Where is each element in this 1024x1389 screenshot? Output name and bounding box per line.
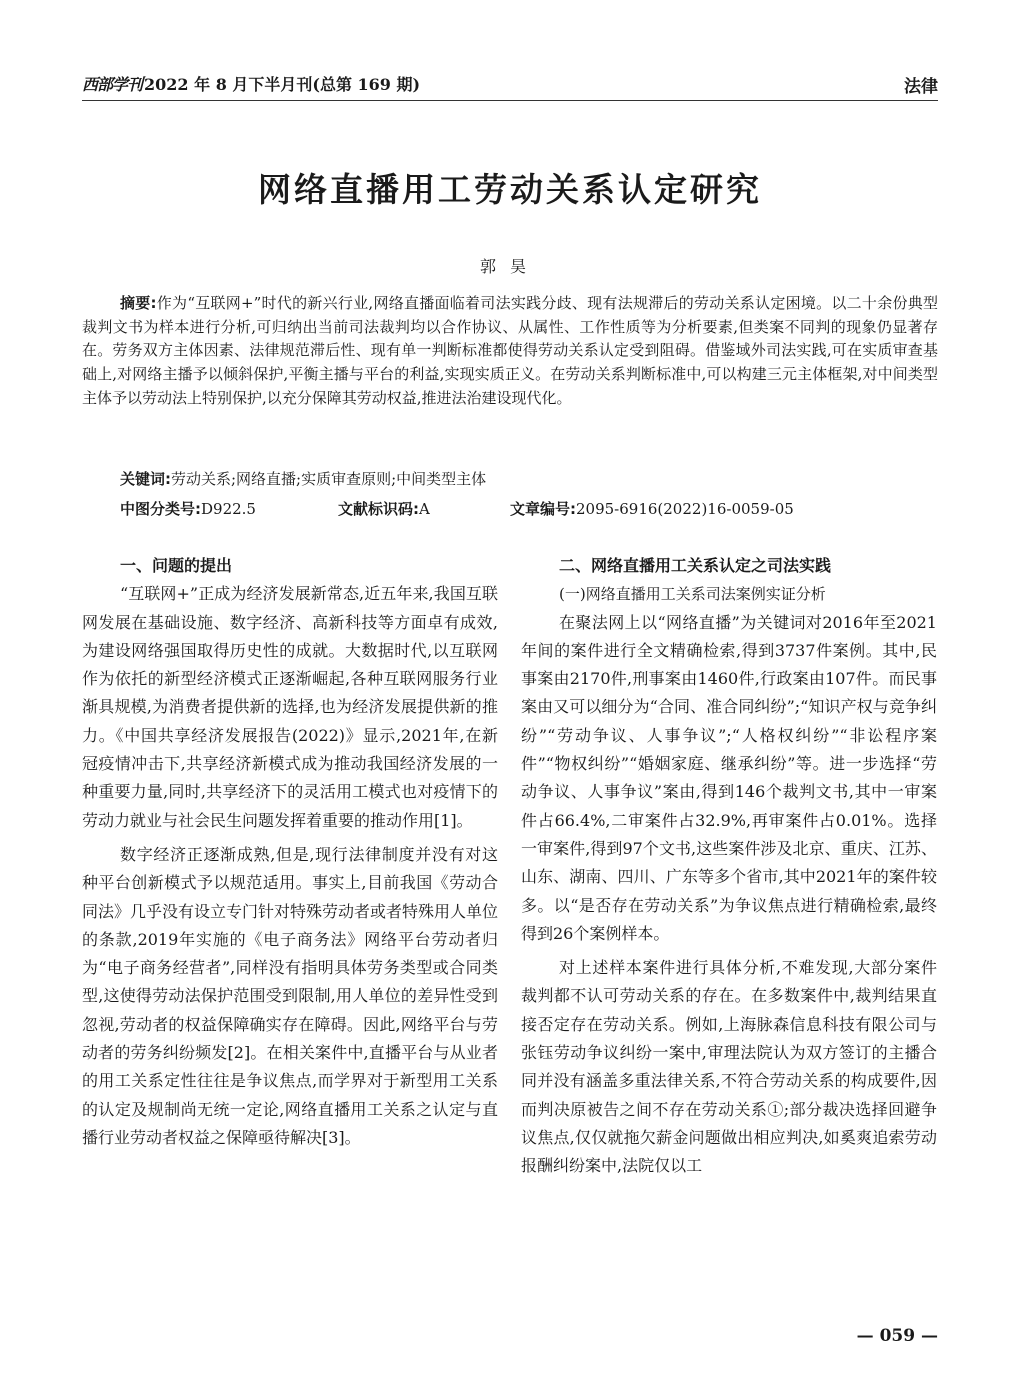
paragraph: 在聚法网上以“网络直播”为关键词对2016年至2021年间的案件进行全文精确检索,得到3737件案例。其中,民事案由2170件,刑事案由1460件,行政案由107件。而民事案由又可以细分为“合同、准合同纠纷”;“知识产权与竞争纠纷”“劳动争议、人事争议”;“人格权纠纷”“非讼程序案件”“物权纠纷”“婚姻家庭、继承纠纷”等。进一步选择“劳动争议、人事争议”案由,得到146个裁判文书,其中一审案件占66.4%,二审案件占32.9%,再审案件占0.01%。选择一审案件,得到97个文书,这些案件涉及北京、重庆、江苏、山东、湖南、四川、广东等多个省市,其中2021年的案件较多。以“是否存在劳动关系”为争议焦点进行精确检索,最终得到26个案例样本。 (521, 612, 937, 943)
classification-line (120, 497, 938, 521)
article-number-value: 2095-6916(2022)16-0059-05 (576, 500, 794, 518)
document-code (338, 497, 510, 521)
subsection-heading: (一)网络直播用工关系司法案例实证分析 (559, 585, 826, 604)
abstract-label: 摘要: (120, 294, 157, 312)
section-heading-1: 一、问题的提出 (120, 556, 233, 575)
clc-value: D922.5 (201, 500, 256, 518)
running-header (82, 70, 938, 100)
paragraph: 对上述样本案件进行具体分析,不难发现,大部分案件裁判都不认可劳动关系的存在。在多数案件中,裁判结果直接否定存在劳动关系。例如,上海脉森信息科技有限公司与张钰劳动争议纠纷一案中,审理法院认为双方签订的主播合同并没有涵盖多重法律关系,不符合劳动关系的构成要件,因而判决原被告之间不存在劳动关系①;部分裁决选择回避争议焦点,仅仅就拖欠薪金问题做出相应判决,如奚爽追索劳动报酬纠纷案中,法院仅以工 (521, 958, 937, 1176)
clc-code (120, 497, 338, 521)
article-number-label: 文章编号: (510, 500, 576, 518)
abstract-text: 作为“互联网+”时代的新兴行业,网络直播面临着司法实践分歧、现有法规滞后的劳动关系认定困境。以二十余份典型裁判文书为样本进行分析,可归纳出当前司法裁判均以合作协议、从属性、工作性质等为分析要素,但类案不同判的现象仍显著存在。劳务双方主体因素、法律规范滞后性、现有单一判断标准都使得劳动关系认定受到阻碍。借鉴域外司法实践,可在实质审查基础上,对网络主播予以倾斜保护,平衡主播与平台的利益,实现实质正义。在劳动关系判断标准中,可以构建三元主体框架,对中间类型主体予以劳动法上特别保护,以充分保障其劳动权益,推进法治建设现代化。 (82, 294, 938, 407)
header-divider (82, 100, 938, 101)
keywords (120, 467, 938, 491)
right-column (521, 552, 937, 1181)
left-column (82, 552, 498, 1152)
paragraph: 数字经济正逐渐成熟,但是,现行法律制度并没有对这种平台创新模式予以规范适用。事实上,目前我国《劳动合同法》几乎没有设立专门针对特殊劳动者或者特殊用人单位的条款,2019年实施的《电子商务法》网络平台劳动者归为“电子商务经营者”,同样没有指明具体劳务类型或合同类型,这使得劳动法保护范围受到限制,用人单位的差异性受到忽视,劳动者的权益保障确实存在障碍。因此,网络平台与劳动者的劳务纠纷频发[2]。在相关案件中,直播平台与从业者的用工关系定性往往是争议焦点,而学界对于新型用工关系的认定及规制尚无统一定论,网络直播用工关系之认定与直播行业劳动者权益之保障亟待解决[3]。 (82, 844, 499, 1147)
paragraph: “互联网+”正成为经济发展新常态,近五年来,我国互联网发展在基础设施、数字经济、高新科技等方面卓有成效,为建设网络强国取得历史性的成就。大数据时代,以互联网作为依托的新型经济模式正逐渐崛起,各种互联网服务行业渐具规模,为消费者提供新的选择,也为经济发展提供新的推力。《中国共享经济发展报告(2022)》显示,2021年,在新冠疫情冲击下,共享经济新模式成为推动我国经济发展的一种重要力量,同时,共享经济下的灵活用工模式也对疫情下的劳动力就业与社会民生问题发挥着重要的推动作用[1]。 (82, 584, 498, 830)
journal-issue-line (82, 72, 420, 95)
clc-label: 中图分类号: (120, 500, 201, 518)
abstract (82, 292, 938, 411)
doc-label: 文献标识码: (338, 500, 419, 518)
issue-info: 2022 年 8 月下半月刊(总第 169 期) (144, 75, 421, 94)
section-label: 法律 (904, 77, 938, 97)
article-author: 郭昊 (479, 257, 540, 276)
article-title: 网络直播用工劳动关系认定研究 (258, 170, 762, 209)
journal-logo: 西部学刊 (82, 75, 143, 94)
article-number (510, 497, 794, 521)
keywords-text: 劳动关系;网络直播;实质审查原则;中间类型主体 (171, 470, 487, 488)
doc-value: A (419, 500, 430, 518)
section-heading-2: 二、网络直播用工关系认定之司法实践 (559, 556, 832, 575)
keywords-label: 关键词: (120, 470, 171, 488)
page-number: — 059 — (856, 1326, 938, 1346)
